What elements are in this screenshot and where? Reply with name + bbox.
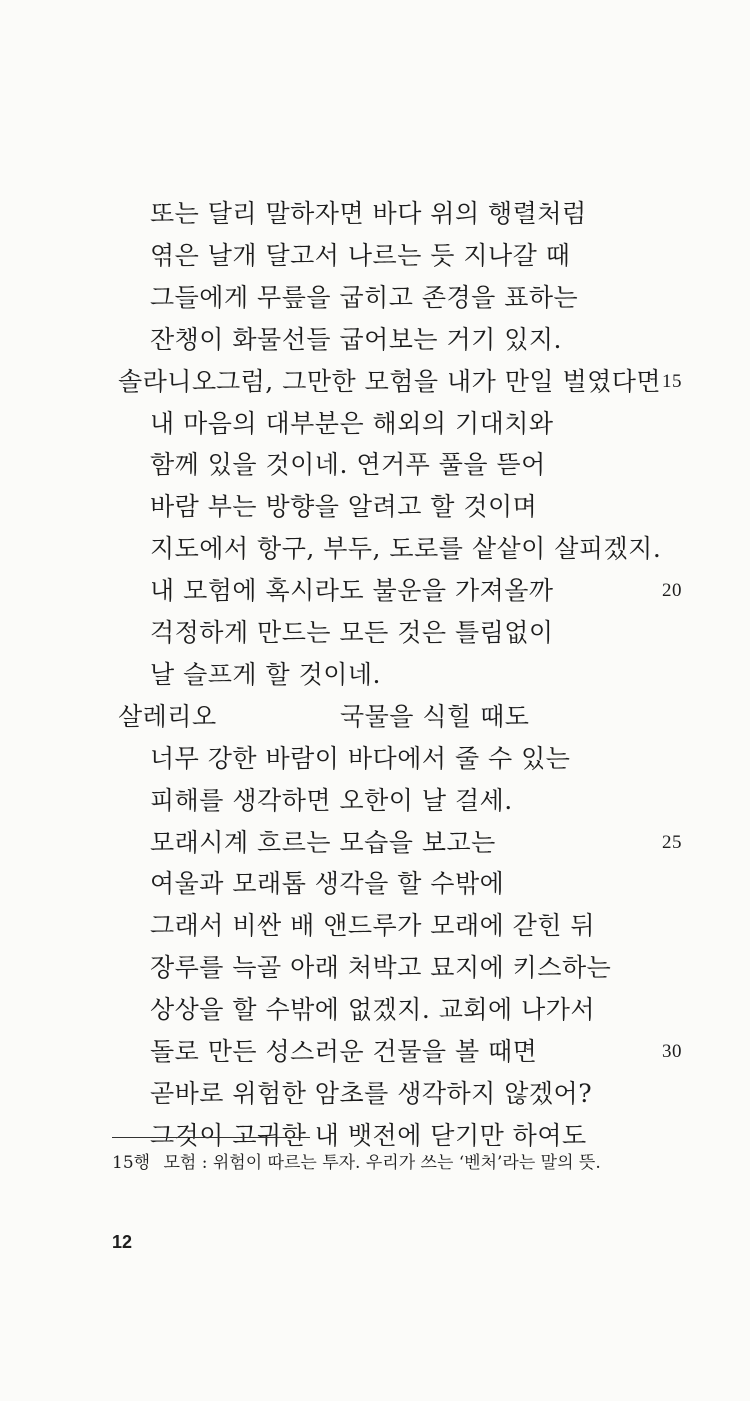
footnote-term: 모험 : xyxy=(163,1153,208,1173)
verse-text: 곧바로 위험한 암초를 생각하지 않겠어? xyxy=(150,1079,593,1108)
verse-text: 여울과 모래톱 생각을 할 수밖에 xyxy=(150,869,505,898)
verse-text: 국물을 식힐 때도 xyxy=(340,702,530,731)
footnote-divider xyxy=(112,1137,310,1138)
speaker-name: 솔라니오 xyxy=(118,367,217,396)
verse-text: 엮은 날개 달고서 나르는 듯 지나갈 때 xyxy=(150,241,571,270)
line-number: 20 xyxy=(662,580,682,601)
footnote xyxy=(112,1150,601,1176)
verse-text: 모래시계 흐르는 모습을 보고는 xyxy=(150,828,496,857)
verse-text: 그들에게 무릎을 굽히고 존경을 표하는 xyxy=(150,283,579,312)
speaker-name: 살레리오 xyxy=(118,702,217,731)
verse-text: 지도에서 항구, 부두, 도로를 샅샅이 살피겠지. xyxy=(150,534,662,563)
verse-text: 날 슬프게 할 것이네. xyxy=(150,660,381,689)
verse-text: 바람 부는 방향을 알려고 할 것이며 xyxy=(150,492,538,521)
verse-text: 그래서 비싼 배 앤드루가 모래에 갇힌 뒤 xyxy=(150,911,596,940)
verse-text: 상상을 할 수밖에 없겠지. 교회에 나가서 xyxy=(150,995,596,1024)
footnote-text: 위험이 따르는 투자. 우리가 쓰는 ‘벤처’라는 말의 뜻. xyxy=(212,1153,601,1173)
verse-text: 피해를 생각하면 오한이 날 걸세. xyxy=(150,786,513,815)
verse-text: 걱정하게 만드는 모든 것은 틀림없이 xyxy=(150,618,554,647)
verse-text: 내 마음의 대부분은 해외의 기대치와 xyxy=(150,409,554,438)
verse-text: 그것이 고귀한 내 뱃전에 닫기만 하여도 xyxy=(150,1121,587,1150)
verse-text: 돌로 만든 성스러운 건물을 볼 때면 xyxy=(150,1037,538,1066)
verse-text: 너무 강한 바람이 바다에서 줄 수 있는 xyxy=(150,744,571,773)
verse-text: 장루를 늑골 아래 처박고 묘지에 키스하는 xyxy=(150,953,612,982)
footnote-line-reference: 15행 xyxy=(112,1153,151,1173)
verse-text: 내 모험에 혹시라도 불운을 가져올까 xyxy=(150,576,554,605)
line-number: 30 xyxy=(662,1041,682,1062)
verse-text: 그럼, 그만한 모험을 내가 만일 벌였다면 xyxy=(216,367,662,396)
verse-text: 잔챙이 화물선들 굽어보는 거기 있지. xyxy=(150,325,562,354)
line-number: 25 xyxy=(662,832,682,853)
page-number: 12 xyxy=(112,1232,133,1252)
verse-text: 또는 달리 말하자면 바다 위의 행렬처럼 xyxy=(150,199,587,228)
verse-text: 함께 있을 것이네. 연거푸 풀을 뜯어 xyxy=(150,450,546,479)
line-number: 15 xyxy=(662,371,682,392)
